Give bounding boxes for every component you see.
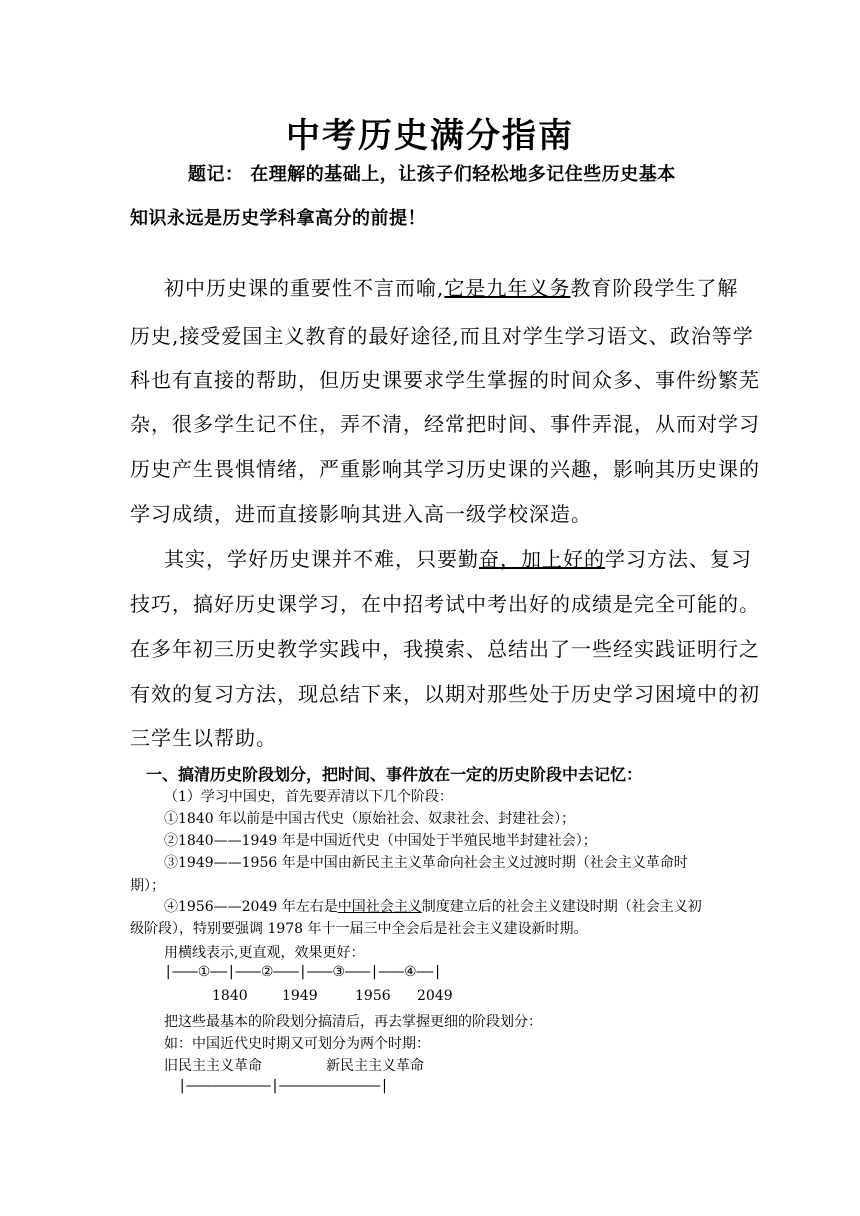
period-item-3-line-1: ③1949——1956 年是中国由新民主主义革命向社会主义过渡时期（社会主义革命时 (164, 855, 688, 871)
timeline-year-2049: 2049 (417, 988, 453, 1004)
item4-underlined: 中国社会主义 (337, 899, 422, 915)
para1-line-3: 科也有直接的帮助，但历史课要求学生掌握的时间众多、事件纷繁芜 (130, 368, 760, 392)
sub-heading: （1）学习中国史，首先要弄清以下几个阶段： (164, 789, 453, 805)
period-item-2: ②1840——1949 年是中国近代史（中国处于半殖民地半封建社会）； (164, 833, 597, 849)
para2-line-4: 有效的复习方法，现总结下来，以期对那些处于历史学习困境中的初 (130, 682, 760, 706)
para1-line-2: 历史,接受爱国主义教育的最好途径,而且对学生学习语文、政治等学 (130, 324, 754, 348)
para1-underlined-2: 九年义务 (486, 276, 571, 300)
para2-line-5: 三学生以帮助。 (130, 726, 277, 750)
item4-text: ④1956——2049 年左右是 (164, 899, 338, 915)
epigraph-label: 题记： (188, 164, 244, 185)
para2-text-cont: 学习方法、复习 (605, 547, 752, 571)
after-text-2: 如：中国近代史时期又可划分为两个时期： (164, 1036, 430, 1052)
period-timeline-line: |——————————|————————————| (178, 1078, 389, 1094)
section-heading: 一、搞清历史阶段划分，把时间、事件放在一定的历史阶段中去记忆： (146, 765, 643, 784)
document-title: 中考历史满分指南 (286, 116, 574, 156)
timeline-year-1956: 1956 (355, 988, 391, 1004)
para1-line-1 (164, 272, 738, 301)
para2-underlined: 奋，加上好的 (479, 547, 605, 571)
timeline-line: |———①——|———②———|———③———|———④——| (164, 964, 442, 980)
para1-underlined-1: 它是 (444, 276, 487, 300)
para2-line-2: 技巧，搞好历史课学习，在中招考试中考出好的成绩是完全可能的。 (130, 592, 760, 616)
timeline-year-1949: 1949 (282, 988, 318, 1004)
para1-text-cont: 教育阶段学生了解 (570, 276, 739, 300)
para1-text: 初中历史课的重要性不言而喻, (164, 276, 445, 300)
period-new-label: 新民主主义革命 (326, 1058, 424, 1074)
para1-line-5: 历史产生畏惧情绪，严重影响其学习历史课的兴趣，影响其历史课的 (130, 457, 760, 481)
epigraph-line-1 (188, 160, 676, 186)
para2-line-3: 在多年初三历史教学实践中，我摸索、总结出了一些经实践证明行之 (130, 637, 760, 661)
para2-line-1 (164, 543, 752, 572)
period-item-4-line-1 (164, 896, 702, 916)
timeline-intro: 用横线表示,更直观，效果更好： (164, 945, 365, 961)
para1-line-4: 杂，很多学生记不住，弄不清，经常把时间、事件弄混，从而对学习 (130, 412, 760, 436)
period-item-3-line-2: 期）； (130, 878, 165, 894)
period-item-4-line-2: 级阶段），特别要强调 1978 年十一届三中全会后是社会主义建设新时期。 (130, 921, 588, 937)
para2-text: 其实，学好历史课并不难，只要勤 (164, 547, 479, 571)
item4-text-cont: 制度建立后的社会主义建设时期（社会主义初 (421, 899, 702, 915)
epigraph-line-2: 知识永远是历史学科拿高分的前提！ (130, 208, 426, 229)
period-old-label: 旧民主主义革命 (164, 1058, 262, 1074)
epigraph-text-1: 在理解的基础上，让孩子们轻松地多记住些历史基本 (250, 164, 676, 185)
timeline-year-1840: 1840 (212, 988, 248, 1004)
para1-line-6: 学习成绩，进而直接影响其进入高一级学校深造。 (130, 502, 592, 526)
after-text-1: 把这些最基本的阶段划分搞清后，再去掌握更细的阶段划分： (164, 1014, 542, 1030)
period-item-1: ①1840 年以前是中国古代史（原始社会、奴隶社会、封建社会）； (164, 811, 576, 827)
